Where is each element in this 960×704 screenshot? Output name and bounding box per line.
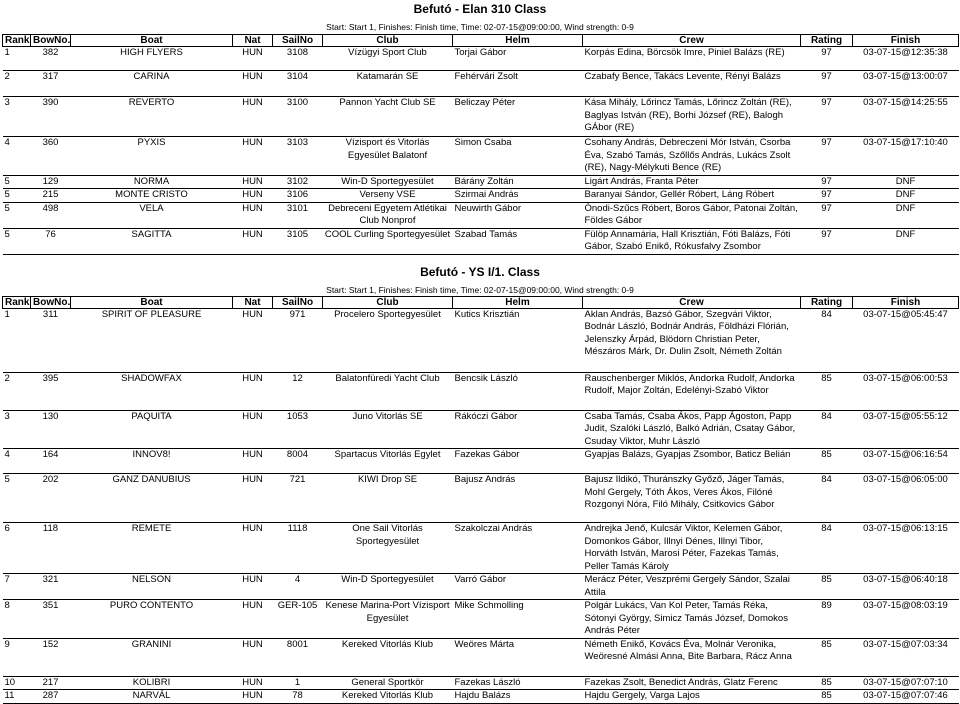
- cell-rating: 84: [801, 474, 853, 523]
- cell-sail: 8001: [273, 638, 323, 676]
- cell-bow: 76: [31, 228, 71, 254]
- cell-rank: 1: [3, 47, 31, 71]
- cell-boat: KOLIBRI: [71, 676, 233, 690]
- cell-helm: Neuwirth Gábor: [453, 202, 583, 228]
- cell-finish: 03-07-15@05:45:47: [853, 308, 959, 372]
- cell-bow: 390: [31, 97, 71, 137]
- cell-nat: HUN: [233, 189, 273, 203]
- cell-sail: 3108: [273, 47, 323, 71]
- cell-crew: Kása Mihály, Lőrincz Tamás, Lőrincz Zoltán (RE), Baglyas István (RE), Borhi József (RE), Balogh GÁbor (RE): [583, 97, 801, 137]
- column-header: Rank: [3, 35, 31, 47]
- cell-nat: HUN: [233, 574, 273, 600]
- cell-finish: 03-07-15@06:00:53: [853, 372, 959, 410]
- cell-sail: 3100: [273, 97, 323, 137]
- cell-bow: 129: [31, 175, 71, 189]
- cell-club: General Sportkör: [323, 676, 453, 690]
- cell-rank: 7: [3, 574, 31, 600]
- cell-boat: NORMA: [71, 175, 233, 189]
- cell-helm: Rákóczi Gábor: [453, 410, 583, 449]
- cell-finish: 03-07-15@06:13:15: [853, 523, 959, 574]
- cell-bow: 498: [31, 202, 71, 228]
- cell-rating: 85: [801, 638, 853, 676]
- section-subtitle: Start: Start 1, Finishes: Finish time, Time: 02-07-15@09:00:00, Wind strength: 0-9: [326, 284, 634, 295]
- cell-club: Debreceni Egyetem Atlétikai Club Nonprof: [323, 202, 453, 228]
- column-header: Crew: [583, 296, 801, 308]
- cell-finish: 03-07-15@14:25:55: [853, 97, 959, 137]
- cell-nat: HUN: [233, 410, 273, 449]
- cell-crew: Hajdu Gergely, Varga Lajos: [583, 690, 801, 704]
- column-header: BowNo.: [31, 35, 71, 47]
- column-header: Club: [323, 296, 453, 308]
- cell-sail: 3101: [273, 202, 323, 228]
- cell-crew: Bajusz Ildikó, Thuránszky Győző, Jáger Tamás, Mohl Gergely, Tóth Ákos, Veres Ákos, Filóné Rozgonyi Nóra, Filó Mihály, Csitkovics Gábor: [583, 474, 801, 523]
- cell-finish: 03-07-15@07:07:10: [853, 676, 959, 690]
- cell-sail: 3105: [273, 228, 323, 254]
- cell-rating: 97: [801, 189, 853, 203]
- cell-nat: HUN: [233, 175, 273, 189]
- results-table: [2, 34, 959, 255]
- cell-crew: Andrejka Jenő, Kulcsár Viktor, Kelemen Gábor, Domonkos Gábor, Illnyi Dénes, Illnyi Tibor, Horváth István, Marosi Péter, Fazekas Tamás, Peller Tamás Károly: [583, 523, 801, 574]
- cell-rating: 85: [801, 574, 853, 600]
- cell-helm: Bárány Zoltán: [453, 175, 583, 189]
- column-header: Nat: [233, 35, 273, 47]
- cell-boat: NARVÁL: [71, 690, 233, 704]
- table-row: [3, 523, 959, 574]
- cell-nat: HUN: [233, 97, 273, 137]
- cell-boat: SHADOWFAX: [71, 372, 233, 410]
- cell-rank: 5: [3, 175, 31, 189]
- cell-club: One Sail Vitorlás Sportegyesület: [323, 523, 453, 574]
- cell-helm: Beliczay Péter: [453, 97, 583, 137]
- cell-crew: Rauschenberger Miklós, Andorka Rudolf, Andorka Rudolf, Major Zoltán, Edelényi-Szabó Viktor: [583, 372, 801, 410]
- cell-sail: 3102: [273, 175, 323, 189]
- table-row: [3, 137, 959, 176]
- cell-rating: 89: [801, 600, 853, 639]
- cell-rating: 85: [801, 372, 853, 410]
- cell-finish: 03-07-15@13:00:07: [853, 71, 959, 97]
- column-header: Rating: [801, 296, 853, 308]
- cell-club: Kenese Marina-Port Vízisport Egyesület: [323, 600, 453, 639]
- cell-crew: Korpás Edina, Börcsök Imre, Piniel Balázs (RE): [583, 47, 801, 71]
- cell-crew: Polgár Lukács, Van Kol Peter, Tamás Réka, Sótonyi György, Simicz Tamás József, Domokos András Péter: [583, 600, 801, 639]
- table-row: [3, 189, 959, 203]
- cell-rating: 85: [801, 690, 853, 704]
- cell-rank: 3: [3, 97, 31, 137]
- cell-boat: GANZ DANUBIUS: [71, 474, 233, 523]
- cell-bow: 202: [31, 474, 71, 523]
- cell-boat: NELSON: [71, 574, 233, 600]
- cell-bow: 321: [31, 574, 71, 600]
- section-title: Befutó - Elan 310 Class: [413, 2, 547, 16]
- cell-helm: Varró Gábor: [453, 574, 583, 600]
- cell-rank: 2: [3, 71, 31, 97]
- column-header: Rating: [801, 35, 853, 47]
- cell-nat: HUN: [233, 228, 273, 254]
- cell-crew: Csohany András, Debreczeni Mór István, Csorba Éva, Szabó Tamás, Szőllős András, Lukács Zsolt (RE), Nagy-Mélykuti Bence (RE): [583, 137, 801, 176]
- cell-club: Vízisport és Vitorlás Egyesület Balatonf: [323, 137, 453, 176]
- cell-rank: 5: [3, 189, 31, 203]
- cell-boat: SAGITTA: [71, 228, 233, 254]
- cell-rating: 84: [801, 410, 853, 449]
- cell-bow: 152: [31, 638, 71, 676]
- column-header: Rank: [3, 296, 31, 308]
- cell-bow: 382: [31, 47, 71, 71]
- cell-rank: 9: [3, 638, 31, 676]
- cell-finish: 03-07-15@17:10:40: [853, 137, 959, 176]
- cell-helm: Fehérvári Zsolt: [453, 71, 583, 97]
- cell-club: Verseny VSE: [323, 189, 453, 203]
- cell-club: Kereked Vitorlás Klub: [323, 638, 453, 676]
- cell-nat: HUN: [233, 523, 273, 574]
- cell-rating: 84: [801, 308, 853, 372]
- cell-bow: 351: [31, 600, 71, 639]
- cell-crew: Merácz Péter, Veszprémi Gergely Sándor, Szalai Attila: [583, 574, 801, 600]
- cell-rank: 3: [3, 410, 31, 449]
- table-row: [3, 449, 959, 474]
- table-row: [3, 372, 959, 410]
- cell-rating: 85: [801, 676, 853, 690]
- cell-helm: Weöres Márta: [453, 638, 583, 676]
- cell-boat: VELA: [71, 202, 233, 228]
- cell-nat: HUN: [233, 202, 273, 228]
- cell-crew: Czabafy Bence, Takács Levente, Rényi Balázs: [583, 71, 801, 97]
- cell-sail: 4: [273, 574, 323, 600]
- column-header: Boat: [71, 35, 233, 47]
- cell-bow: 217: [31, 676, 71, 690]
- column-header: Finish: [853, 35, 959, 47]
- cell-finish: DNF: [853, 202, 959, 228]
- elan-310-results: [0, 2, 960, 255]
- cell-crew: Gyapjas Balázs, Gyapjas Zsombor, Baticz Belián: [583, 449, 801, 474]
- cell-bow: 118: [31, 523, 71, 574]
- section-subtitle: Start: Start 1, Finishes: Finish time, Time: 02-07-15@09:00:00, Wind strength: 0-9: [326, 22, 634, 32]
- cell-crew: Ónodi-Szűcs Róbert, Boros Gábor, Patonai Zoltán, Földes Gábor: [583, 202, 801, 228]
- cell-crew: Csaba Tamás, Csaba Ákos, Papp Ágoston, Papp Judit, Szalóki László, Balkó Adrián, Csatay Gábor, Csuday Viktor, Muhr László: [583, 410, 801, 449]
- cell-nat: HUN: [233, 676, 273, 690]
- cell-nat: HUN: [233, 600, 273, 639]
- cell-rank: 6: [3, 523, 31, 574]
- column-header: Boat: [71, 296, 233, 308]
- column-header: Club: [323, 35, 453, 47]
- column-header: Finish: [853, 296, 959, 308]
- column-header: BowNo.: [31, 296, 71, 308]
- cell-bow: 287: [31, 690, 71, 704]
- column-header: Crew: [583, 35, 801, 47]
- cell-boat: PYXIS: [71, 137, 233, 176]
- cell-boat: CARINA: [71, 71, 233, 97]
- table-row: [3, 474, 959, 523]
- cell-rank: 5: [3, 202, 31, 228]
- cell-club: Juno Vitorlás SE: [323, 410, 453, 449]
- cell-helm: Bencsik László: [453, 372, 583, 410]
- cell-club: Balatonfüredi Yacht Club: [323, 372, 453, 410]
- cell-club: Pannon Yacht Club SE: [323, 97, 453, 137]
- cell-rating: 97: [801, 71, 853, 97]
- cell-nat: HUN: [233, 372, 273, 410]
- cell-club: Spartacus Vitorlás Egylet: [323, 449, 453, 474]
- table-row: [3, 600, 959, 639]
- cell-rating: 97: [801, 97, 853, 137]
- cell-nat: HUN: [233, 638, 273, 676]
- cell-club: Win-D Sportegyesület: [323, 175, 453, 189]
- column-header: Nat: [233, 296, 273, 308]
- cell-club: KIWI Drop SE: [323, 474, 453, 523]
- cell-rank: 5: [3, 228, 31, 254]
- cell-nat: HUN: [233, 47, 273, 71]
- cell-sail: 3106: [273, 189, 323, 203]
- cell-rank: 2: [3, 372, 31, 410]
- table-row: [3, 690, 959, 704]
- cell-finish: 03-07-15@07:07:46: [853, 690, 959, 704]
- cell-finish: 03-07-15@05:55:12: [853, 410, 959, 449]
- cell-rank: 5: [3, 474, 31, 523]
- cell-rank: 1: [3, 308, 31, 372]
- cell-bow: 311: [31, 308, 71, 372]
- cell-sail: 1053: [273, 410, 323, 449]
- cell-boat: PURO CONTENTO: [71, 600, 233, 639]
- cell-rating: 97: [801, 202, 853, 228]
- table-row: [3, 410, 959, 449]
- table-row: [3, 574, 959, 600]
- cell-finish: 03-07-15@06:16:54: [853, 449, 959, 474]
- cell-rating: 97: [801, 47, 853, 71]
- table-row: [3, 308, 959, 372]
- cell-rank: 4: [3, 137, 31, 176]
- cell-nat: HUN: [233, 449, 273, 474]
- cell-finish: 03-07-15@06:05:00: [853, 474, 959, 523]
- cell-sail: 721: [273, 474, 323, 523]
- cell-boat: HIGH FLYERS: [71, 47, 233, 71]
- cell-rank: 11: [3, 690, 31, 704]
- table-row: [3, 228, 959, 254]
- cell-helm: Mike Schmolling: [453, 600, 583, 639]
- cell-club: COOL Curling Sportegyesület: [323, 228, 453, 254]
- cell-bow: 130: [31, 410, 71, 449]
- cell-rating: 85: [801, 449, 853, 474]
- table-row: [3, 47, 959, 71]
- cell-rating: 84: [801, 523, 853, 574]
- column-header: Helm: [453, 35, 583, 47]
- cell-crew: Baranyai Sándor, Gellér Róbert, Láng Róbert: [583, 189, 801, 203]
- cell-rank: 8: [3, 600, 31, 639]
- cell-nat: HUN: [233, 474, 273, 523]
- cell-sail: 3103: [273, 137, 323, 176]
- cell-helm: Kutics Krisztián: [453, 308, 583, 372]
- cell-boat: MONTE CRISTO: [71, 189, 233, 203]
- cell-sail: 12: [273, 372, 323, 410]
- cell-rating: 97: [801, 175, 853, 189]
- cell-helm: Simon Csaba: [453, 137, 583, 176]
- cell-helm: Hajdu Balázs: [453, 690, 583, 704]
- table-row: [3, 638, 959, 676]
- cell-club: Katamarán SE: [323, 71, 453, 97]
- cell-crew: Fülöp Annamária, Hall Krisztián, Fóti Balázs, Fóti Gábor, Szabó Enikő, Rókusfalvy Zsombor: [583, 228, 801, 254]
- cell-finish: 03-07-15@12:35:38: [853, 47, 959, 71]
- cell-helm: Fazekas László: [453, 676, 583, 690]
- cell-rating: 97: [801, 228, 853, 254]
- cell-finish: DNF: [853, 175, 959, 189]
- cell-club: Vízügyi Sport Club: [323, 47, 453, 71]
- results-table: [2, 296, 959, 704]
- cell-sail: 1118: [273, 523, 323, 574]
- ys-i1-results: [0, 265, 960, 704]
- cell-boat: SPIRIT OF PLEASURE: [71, 308, 233, 372]
- cell-sail: 3104: [273, 71, 323, 97]
- column-header: SailNo: [273, 296, 323, 308]
- cell-bow: 215: [31, 189, 71, 203]
- cell-nat: HUN: [233, 308, 273, 372]
- table-row: [3, 71, 959, 97]
- cell-sail: 971: [273, 308, 323, 372]
- cell-finish: 03-07-15@06:40:18: [853, 574, 959, 600]
- cell-sail: 8004: [273, 449, 323, 474]
- header-row: [3, 296, 959, 308]
- cell-boat: PAQUITA: [71, 410, 233, 449]
- cell-rank: 10: [3, 676, 31, 690]
- cell-boat: REMETE: [71, 523, 233, 574]
- cell-helm: Szakolczai András: [453, 523, 583, 574]
- cell-sail: 78: [273, 690, 323, 704]
- cell-boat: INNOV8!: [71, 449, 233, 474]
- table-row: [3, 202, 959, 228]
- cell-bow: 164: [31, 449, 71, 474]
- table-row: [3, 676, 959, 690]
- cell-bow: 317: [31, 71, 71, 97]
- cell-helm: Szabad Tamás: [453, 228, 583, 254]
- cell-boat: REVERTO: [71, 97, 233, 137]
- cell-club: Kereked Vitorlás Klub: [323, 690, 453, 704]
- cell-finish: DNF: [853, 189, 959, 203]
- cell-nat: HUN: [233, 690, 273, 704]
- cell-finish: 03-07-15@07:03:34: [853, 638, 959, 676]
- cell-crew: Németh Enikő, Kovács Éva, Molnár Veronika, Weöresné Almási Anna, Bite Barbara, Rácz Anna: [583, 638, 801, 676]
- section-title: Befutó - YS I/1. Class: [420, 264, 540, 279]
- cell-nat: HUN: [233, 137, 273, 176]
- cell-club: Win-D Sportegyesület: [323, 574, 453, 600]
- cell-boat: GRANINI: [71, 638, 233, 676]
- cell-sail: GER-105: [273, 600, 323, 639]
- cell-crew: Aklan András, Bazsó Gábor, Szegvári Viktor, Bodnár László, Bodnár András, Földházi Flórián, Jelenszky Árpád, Blödorn Christian Peter, Mészáros Márk, Dr. Dulin Zsolt, Németh Zoltán: [583, 308, 801, 372]
- cell-helm: Szirmai András: [453, 189, 583, 203]
- cell-club: Procelero Sportegyesület: [323, 308, 453, 372]
- cell-finish: DNF: [853, 228, 959, 254]
- cell-rating: 97: [801, 137, 853, 176]
- cell-rank: 4: [3, 449, 31, 474]
- cell-sail: 1: [273, 676, 323, 690]
- cell-helm: Torjai Gábor: [453, 47, 583, 71]
- column-header: SailNo: [273, 35, 323, 47]
- cell-helm: Bajusz András: [453, 474, 583, 523]
- cell-bow: 360: [31, 137, 71, 176]
- column-header: Helm: [453, 296, 583, 308]
- cell-finish: 03-07-15@08:03:19: [853, 600, 959, 639]
- header-row: [3, 35, 959, 47]
- cell-crew: Fazekas Zsolt, Benedict András, Glatz Ferenc: [583, 676, 801, 690]
- table-row: [3, 97, 959, 137]
- table-row: [3, 175, 959, 189]
- cell-bow: 395: [31, 372, 71, 410]
- cell-nat: HUN: [233, 71, 273, 97]
- cell-crew: Ligárt András, Franta Péter: [583, 175, 801, 189]
- cell-helm: Fazekas Gábor: [453, 449, 583, 474]
